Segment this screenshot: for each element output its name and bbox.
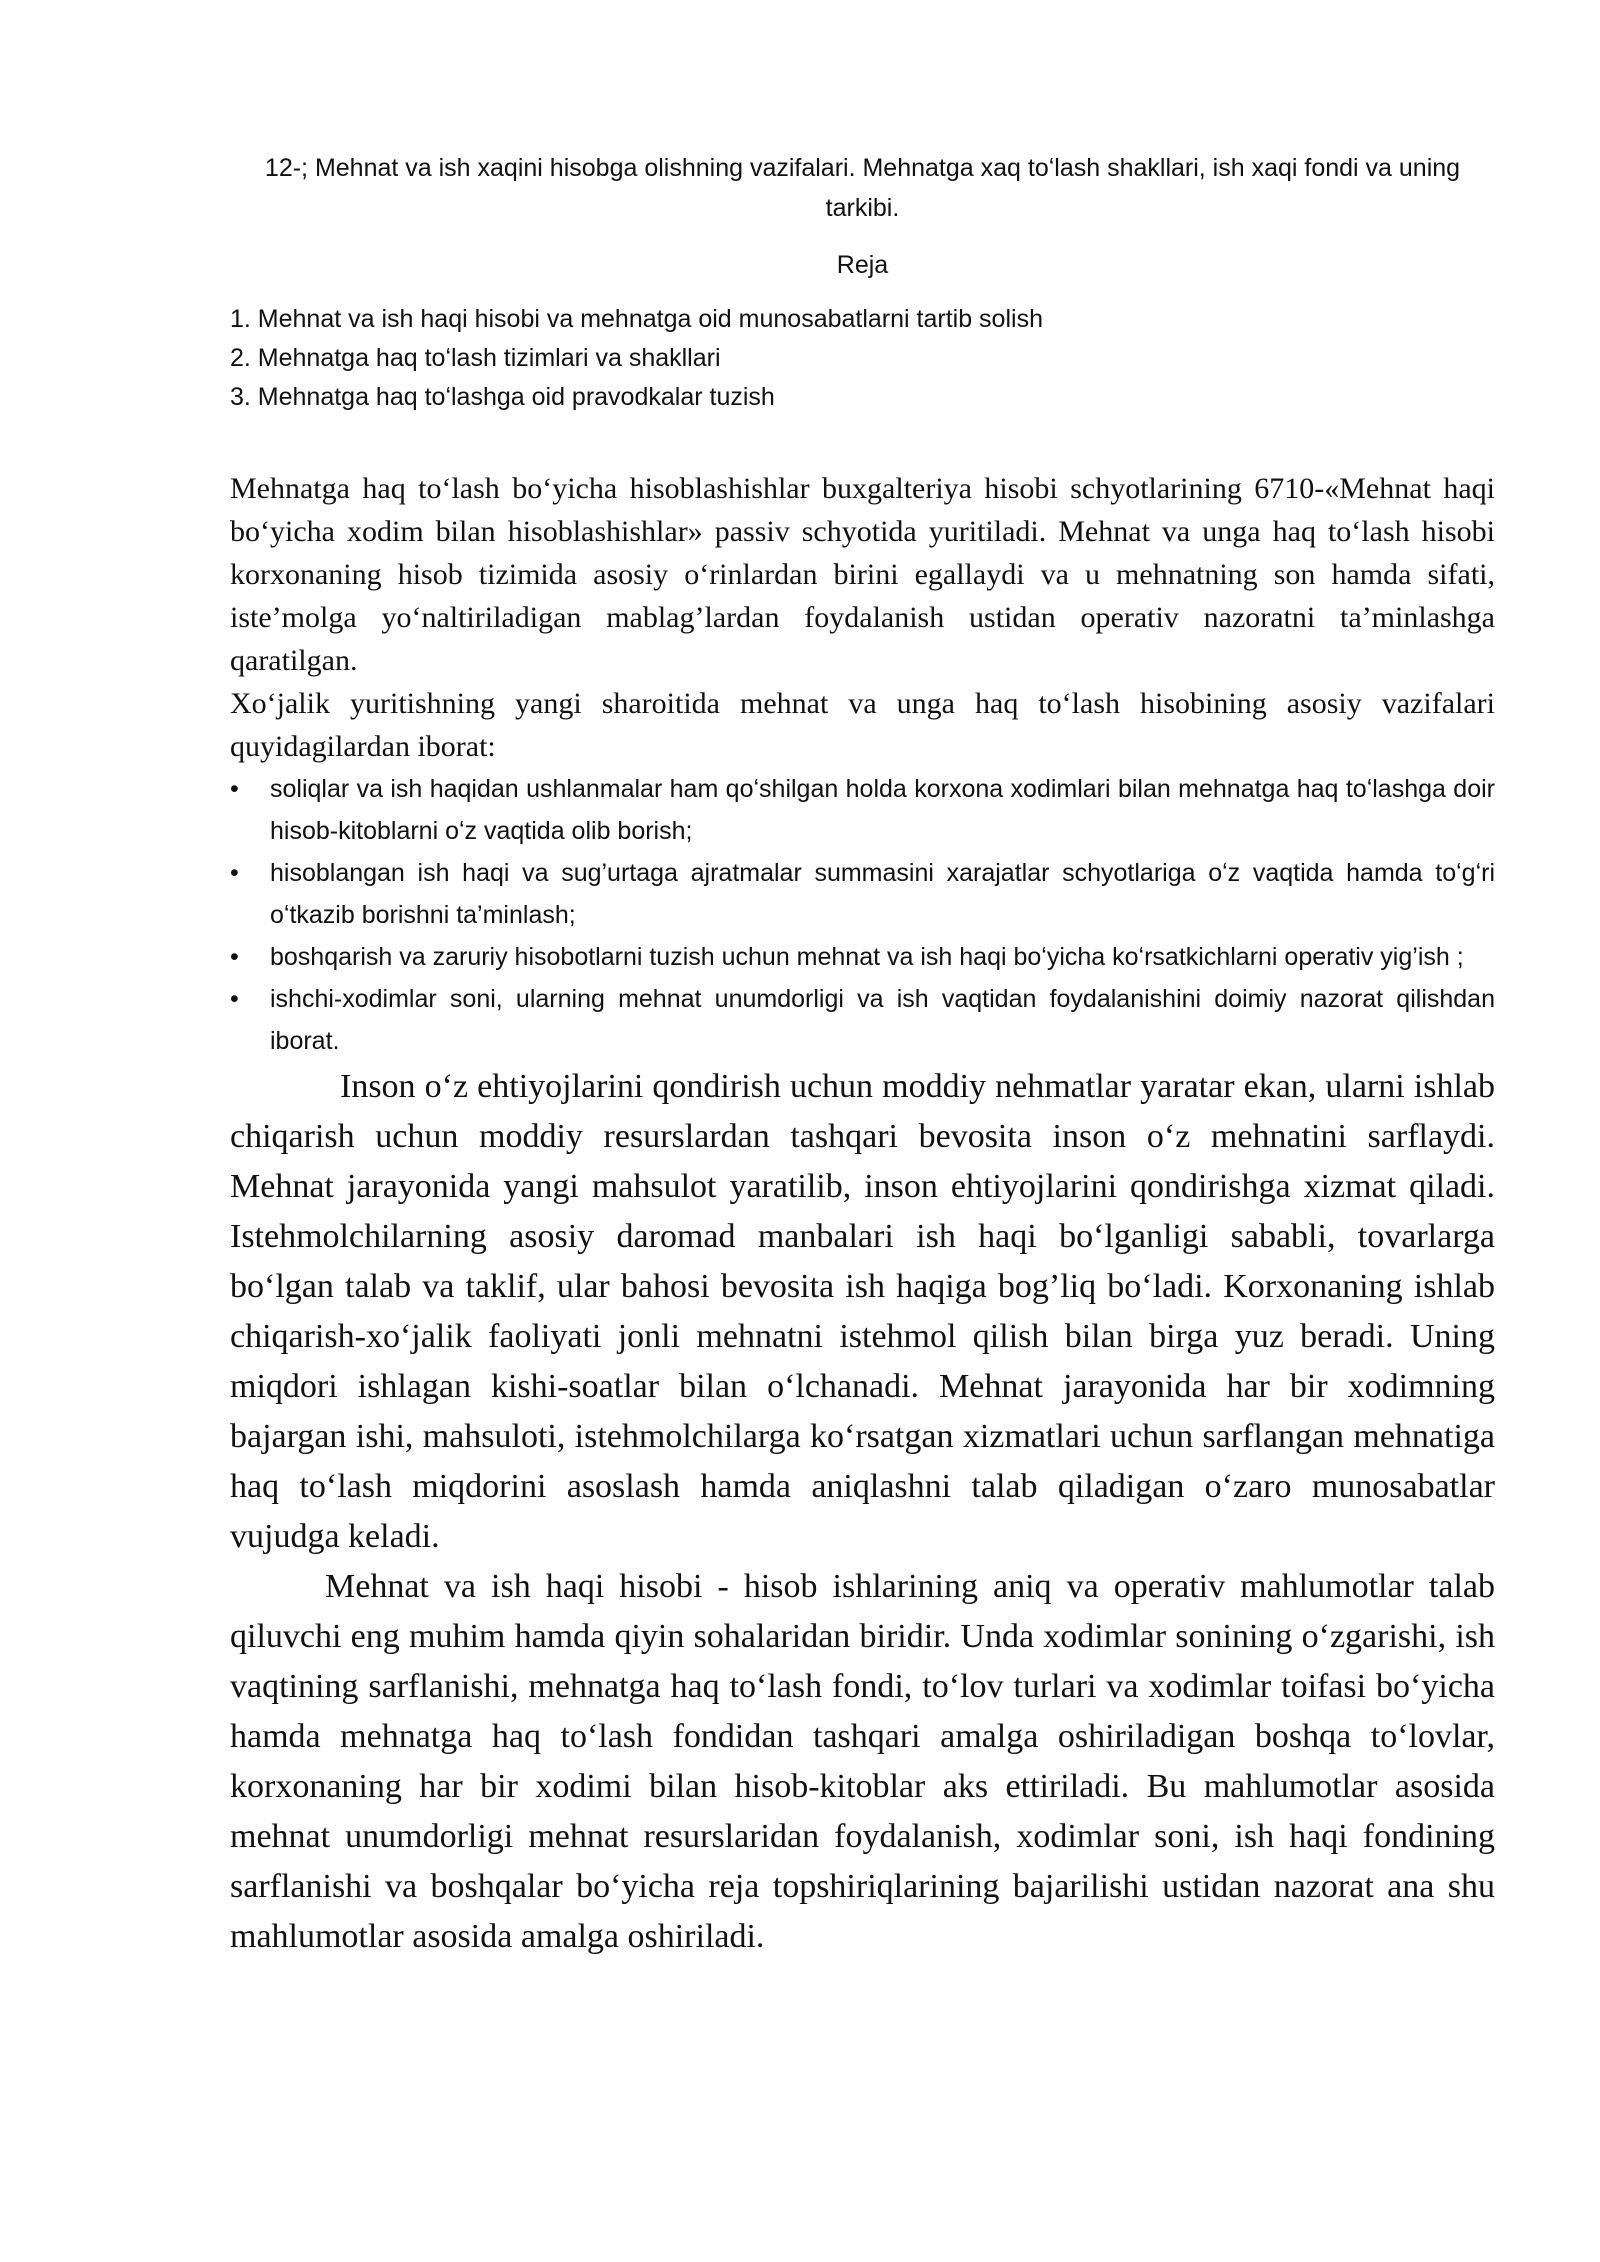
plan-item: 1. Mehnat va ish haqi hisobi va mehnatga oid munosabatlarni tartib solish: [230, 305, 1043, 333]
task-text: hisoblangan ish haqi va sug’urtaga ajratmalar summasini xarajatlar schyotlariga oʻz vaqtida hamda toʻgʻri oʻtkazib borishni ta’minlash;: [270, 859, 1495, 929]
task-text: soliqlar va ish haqidan ushlanmalar ham qoʻshilgan holda korxona xodimlari bilan mehnatga haq toʻlashga doir hisob-kitoblarni oʻz vaqtida olib borish;: [270, 775, 1495, 845]
body-paragraph: Inson oʻz ehtiyojlarini qondirish uchun moddiy nehmatlar yaratar ekan, ularni ishlab chiqarish uchun moddiy resurslardan tashqari bevosita inson oʻz mehnatini sarflaydi. Mehnat jarayonida yangi mahsulot yaratilib, inson ehtiyojlarini qondirishga xizmat qiladi. Istehmolchilarning asosiy daromad manbalari ish haqi boʻlganligi sababli, tovarlarga boʻlgan talab va taklif, ular bahosi bevosita ish haqiga bog’liq boʻladi. Korxonaning ishlab chiqarish-xoʻjalik faoliyati jonli mehnatni istehmol qilish bilan birga yuz beradi. Uning miqdori ishlagan kishi-soatlar bilan oʻlchanadi. Mehnat jarayonida har bir xodimning bajargan ishi, mahsuloti, istehmolchilarga koʻrsatgan xizmatlari uchun sarflangan mehnatiga haq toʻlash miqdorini asoslash hamda aniqlashni talab qiladigan oʻzaro munosabatlar vujudga keladi.: [230, 1068, 1495, 1555]
body-paragraph: Mehnat va ish haqi hisobi - hisob ishlarining aniq va operativ mahlumotlar talab qiluvchi eng muhim hamda qiyin sohalaridan biridir. Unda xodimlar sonining oʻzgarishi, ish vaqtining sarflanishi, mehnatga haq toʻlash fondi, toʻlov turlari va xodimlar toifasi boʻyicha hamda mehnatga haq toʻlash fondidan tashqari amalga oshiriladigan boshqa toʻlovlar, korxonaning har bir xodimi bilan hisob-kitoblar aks ettiriladi. Bu mahlumotlar asosida mehnat unumdorligi mehnat resurslaridan foydalanish, xodimlar soni, ish haqi fondining sarflanishi va boshqalar boʻyicha reja topshiriqlarining bajarilishi ustidan nazorat ana shu mahlumotlar asosida amalga oshiriladi.: [230, 1568, 1495, 1955]
intro-section: [230, 467, 1495, 768]
bullet-icon: •: [230, 859, 239, 887]
document-title: 12-; Mehnat va ish xaqini hisobga olishning vazifalari. Mehnatga xaq toʻlash shakllari, ish xaqi fondi va uning tarkibi.: [264, 154, 1461, 222]
task-item: [230, 936, 1495, 978]
task-item: [230, 768, 1495, 852]
tasks-list: [230, 768, 1495, 1062]
plan-heading: Reja: [836, 251, 889, 279]
task-item: [230, 852, 1495, 936]
task-text: ishchi-xodimlar soni, ularning mehnat unumdorligi va ish vaqtidan foydalanishini doimiy nazorat qilishdan iborat.: [270, 985, 1495, 1055]
bullet-icon: •: [230, 943, 239, 971]
task-item: [230, 978, 1495, 1062]
bullet-icon: •: [230, 985, 239, 1013]
document-content: [230, 148, 1495, 1962]
intro-paragraph: Xoʻjalik yuritishning yangi sharoitida mehnat va unga haq toʻlash hisobining asosiy vazifalari quyidagilardan iborat:: [230, 687, 1495, 763]
plan-item: 2. Mehnatga haq toʻlash tizimlari va shakllari: [230, 344, 721, 372]
intro-paragraph: Mehnatga haq toʻlash boʻyicha hisoblashishlar buxgalteriya hisobi schyotlarining 6710-«Mehnat haqi boʻyicha xodim bilan hisoblashishlar» passiv schyotida yuritiladi. Mehnat va unga haq toʻlash hisobi korxonaning hisob tizimida asosiy oʻrinlardan birini egallaydi va u mehnatning son hamda sifati, iste’molga yoʻnaltiriladigan mablag’lardan foydalanish ustidan operativ nazoratni ta’minlashga qaratilgan.: [230, 472, 1495, 677]
plan-item: 3. Mehnatga haq toʻlashga oid pravodkalar tuzish: [230, 383, 775, 411]
plan-list: [230, 300, 1495, 417]
bullet-icon: •: [230, 775, 239, 803]
task-text: boshqarish va zaruriy hisobotlarni tuzish uchun mehnat va ish haqi boʻyicha koʻrsatkichlarni operativ yig’ish ;: [270, 943, 1464, 971]
body-section: [230, 1062, 1495, 1962]
